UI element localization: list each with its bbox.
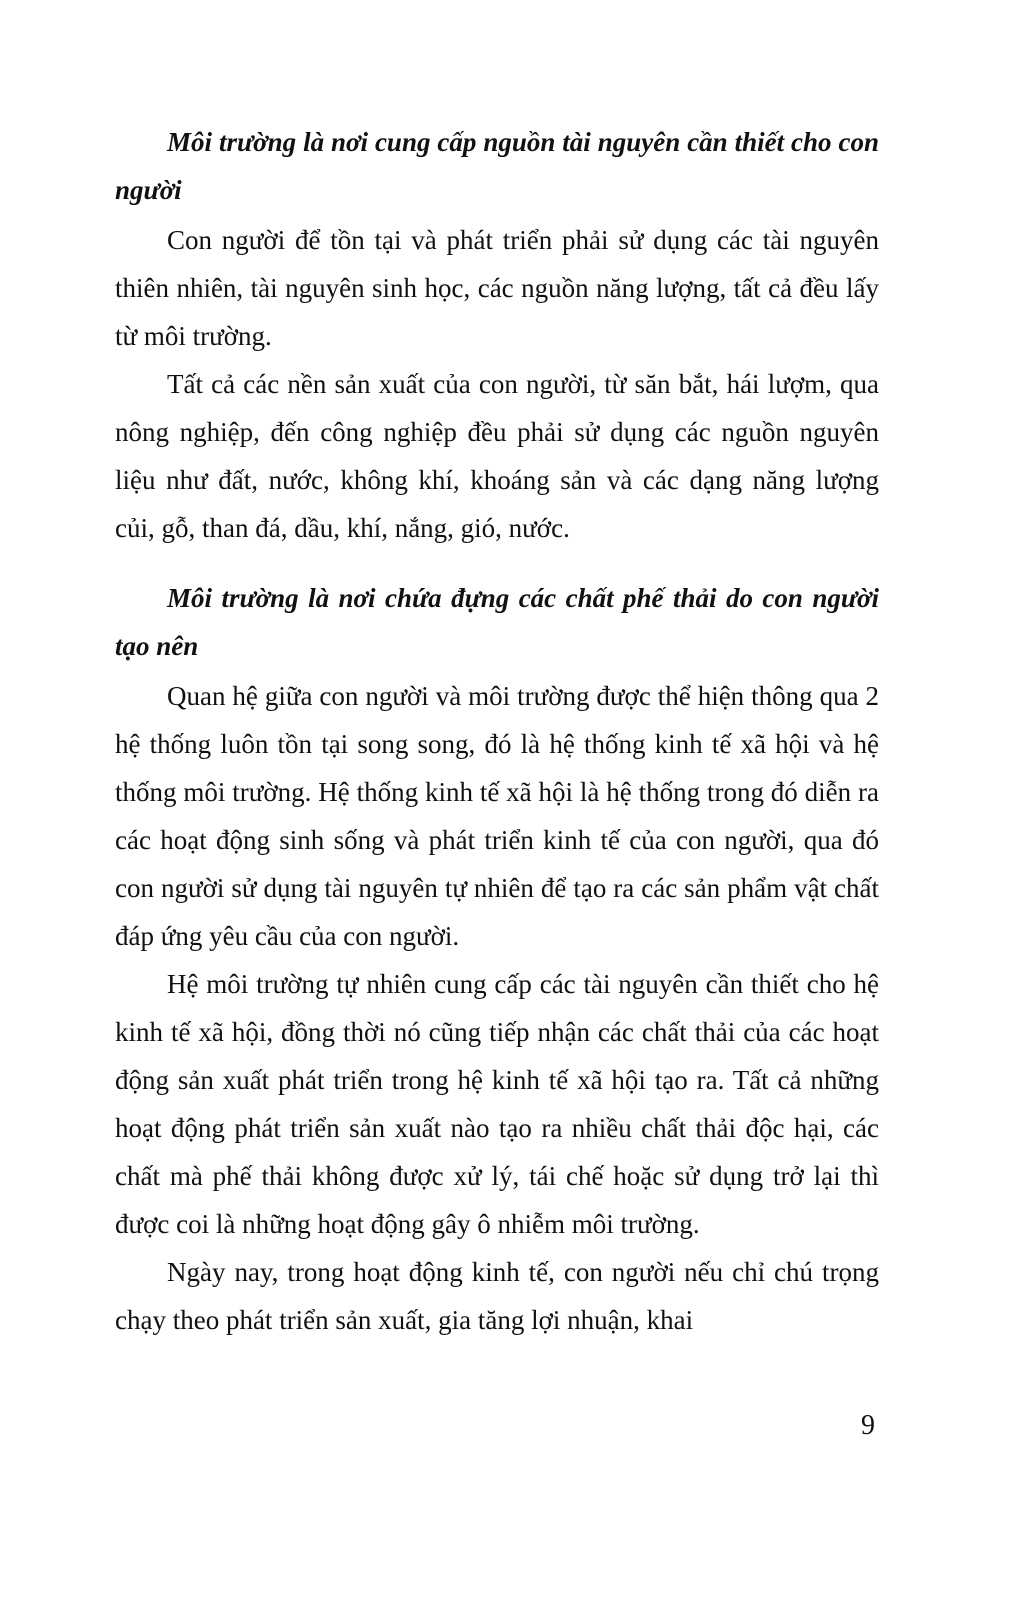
paragraph: Hệ môi trường tự nhiên cung cấp các tài nguyên cần thiết cho hệ kinh tế xã hội, đồng thời nó cũng tiếp nhận các chất thải của các hoạt động sản xuất phát triển trong hệ kinh tế xã hội tạo ra. Tất cả những hoạt động phát triển sản xuất nào tạo ra nhiều chất thải độc hại, các chất mà phế thải không được xử lý, tái chế hoặc sử dụng trở lại thì được coi là những hoạt động gây ô nhiễm môi trường. [115, 969, 879, 1239]
paragraph: Tất cả các nền sản xuất của con người, từ săn bắt, hái lượm, qua nông nghiệp, đến công nghiệp đều phải sử dụng các nguồn nguyên liệu như đất, nước, không khí, khoáng sản và các dạng năng lượng củi, gỗ, than đá, dầu, khí, nắng, gió, nước. [115, 369, 879, 543]
paragraph: Con người để tồn tại và phát triển phải sử dụng các tài nguyên thiên nhiên, tài nguyên sinh học, các nguồn năng lượng, tất cả đều lấy từ môi trường. [115, 225, 879, 351]
page-number: 9 [861, 1410, 875, 1441]
paragraph: Ngày nay, trong hoạt động kinh tế, con người nếu chỉ chú trọng chạy theo phát triển sản xuất, gia tăng lợi nhuận, khai [115, 1257, 879, 1335]
section-heading-resources: Môi trường là nơi cung cấp nguồn tài nguyên cần thiết cho con người [115, 127, 879, 205]
paragraph: Quan hệ giữa con người và môi trường được thể hiện thông qua 2 hệ thống luôn tồn tại song song, đó là hệ thống kinh tế xã hội và hệ thống môi trường. Hệ thống kinh tế xã hội là hệ thống trong đó diễn ra các hoạt động sinh sống và phát triển kinh tế của con người, qua đó con người sử dụng tài nguyên tự nhiên để tạo ra các sản phẩm vật chất đáp ứng yêu cầu của con người. [115, 681, 879, 951]
section-heading-waste: Môi trường là nơi chứa đựng các chất phế thải do con người tạo nên [115, 583, 879, 661]
